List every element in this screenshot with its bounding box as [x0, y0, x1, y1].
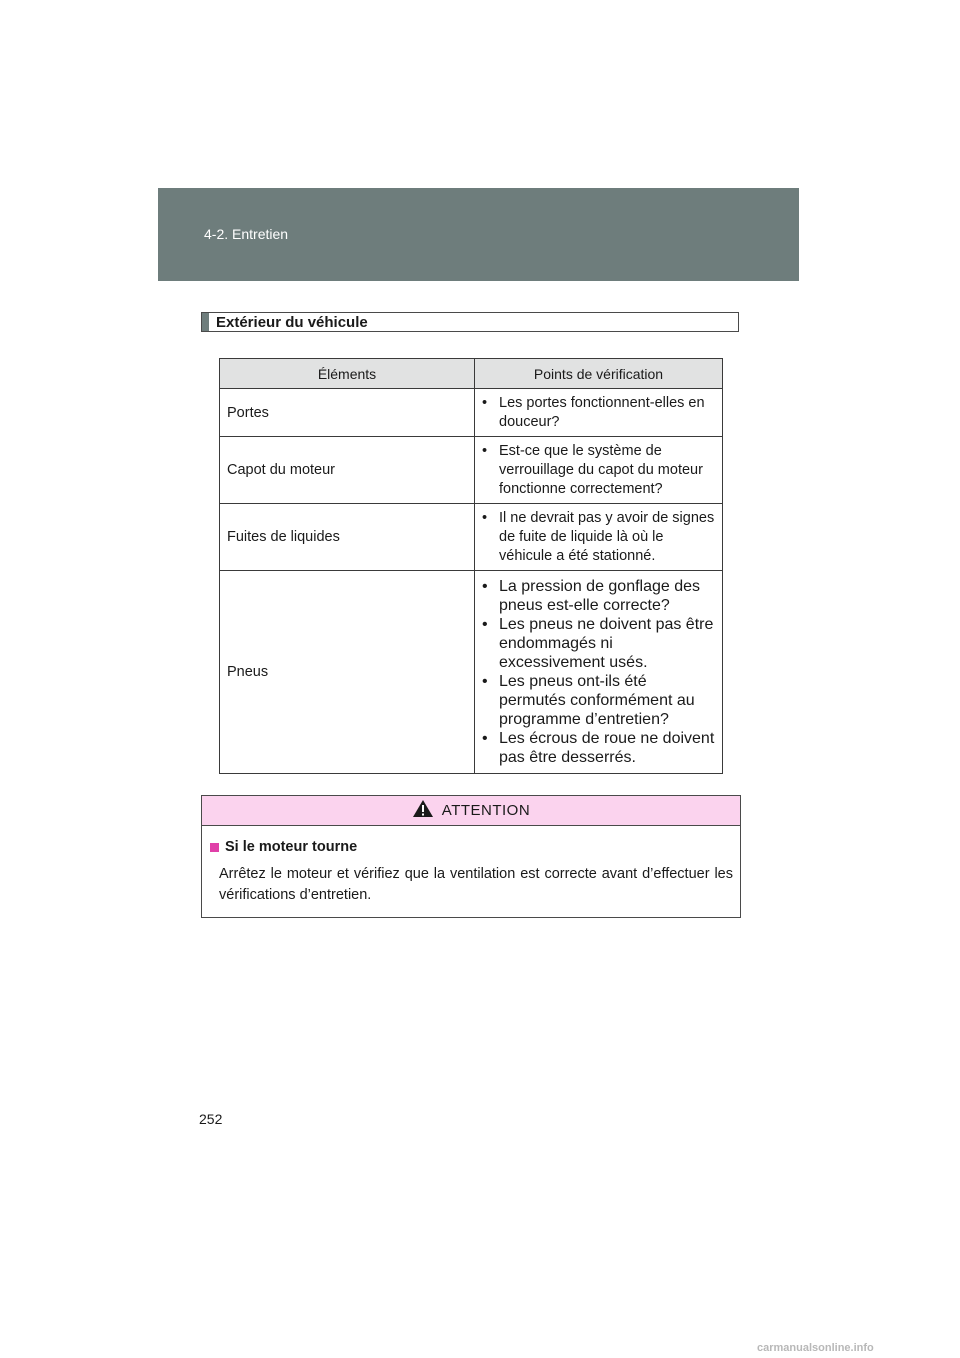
inspection-table	[219, 358, 723, 774]
table-row	[220, 437, 723, 504]
square-bullet-icon	[210, 843, 219, 852]
column-header-points: Points de vérification	[475, 359, 723, 389]
warning-box	[201, 795, 741, 918]
header-band	[158, 188, 799, 281]
row-points	[475, 389, 723, 437]
row-item: Portes	[220, 389, 475, 437]
row-item: Pneus	[220, 571, 475, 774]
warning-subtitle	[210, 839, 733, 855]
warning-header	[202, 796, 740, 826]
table-row	[220, 504, 723, 571]
check-point: • Les pneus ne doivent pas être endommagés ni excessivement usés.	[482, 616, 714, 671]
warning-label: ATTENTION	[441, 802, 531, 819]
section-title-text: Extérieur du véhicule	[216, 313, 368, 331]
check-point: • Les écrous de roue ne doivent pas être desserrés.	[482, 730, 715, 766]
row-points	[475, 504, 723, 571]
check-point: • Est-ce que le système de verrouillage du capot du moteur fonctionne correctement?	[482, 442, 703, 497]
table-row	[220, 571, 723, 774]
watermark: carmanualsonline.info	[757, 1342, 874, 1354]
check-point: • Les portes fonctionnent-elles en douceur?	[482, 394, 705, 430]
row-points	[475, 571, 723, 774]
table-header-row	[220, 359, 723, 389]
check-point: • La pression de gonflage des pneus est-elle correcte?	[482, 578, 701, 614]
check-point: • Il ne devrait pas y avoir de signes de fuite de liquide là où le véhicule a été stationné.	[482, 509, 715, 564]
row-item: Capot du moteur	[220, 437, 475, 504]
column-header-items: Éléments	[220, 359, 475, 389]
section-label: 4-2. Entretien	[204, 226, 289, 242]
check-point: • Les pneus ont-ils été permutés conformément au programme d’entretien?	[482, 673, 695, 728]
warning-subtitle-text: Si le moteur tourne	[225, 839, 358, 855]
row-points	[475, 437, 723, 504]
warning-triangle-icon	[412, 799, 434, 823]
section-title	[201, 312, 739, 332]
table-row	[220, 389, 723, 437]
warning-text: Arrêtez le moteur et vérifiez que la ventilation est correcte avant d’effectuer les vérifications d’entretien.	[219, 866, 733, 903]
row-item: Fuites de liquides	[220, 504, 475, 571]
warning-body	[202, 826, 740, 906]
section-title-bar	[202, 313, 209, 331]
page-number: 252	[199, 1111, 223, 1127]
